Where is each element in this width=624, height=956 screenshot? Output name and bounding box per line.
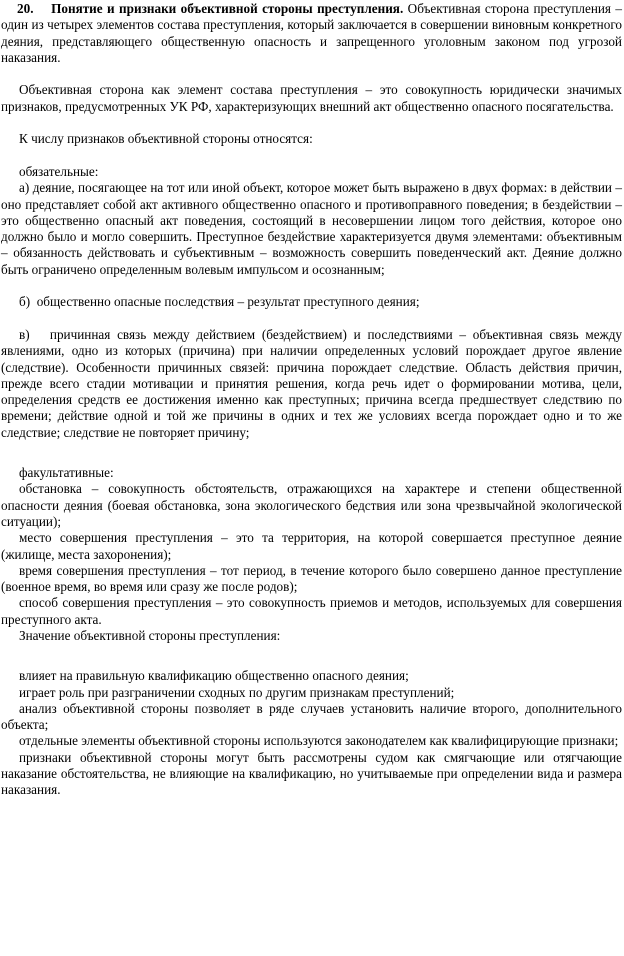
spacer: [1, 311, 622, 327]
features-intro: К числу признаков объективной стороны относятся:: [19, 131, 313, 147]
optional-item-method: способ совершения преступления – это совокупность приемов и методов, используемых для совершения преступного акта.: [1, 595, 622, 627]
spacer: [1, 66, 622, 82]
significance-item: играет роль при разграничении сходных по другим признакам преступлений;: [19, 684, 455, 700]
significance-item: влияет на правильную квалификацию общественно опасного деяния;: [19, 668, 409, 684]
optional-item-setting: обстановка – совокупность обстоятельств, отражающихся на характере и степени общественной опасности деяния (боевая обстановка, зона экологического бедствия или зона чрезвычайной экологической ситуации);: [1, 481, 622, 529]
spacer: [1, 148, 622, 164]
optional-item-time: время совершения преступления – тот период, в течение которого было совершено данное преступление (военное время, во время или сразу же после родов);: [1, 562, 622, 595]
spacer: [1, 278, 622, 294]
document-page: [1, 1, 622, 799]
mandatory-item-c: в) причинная связь между действием (бездействием) и последствиями – объективная связь между явлениями, одно из которых (причина) при наличии определенных условий порождает другое явление (следствие). Особенности причинных связей: причина порождает следствие. Область действия причин, прежде всего стадии мотивации и принятия решения, когда речь идет о формировании мотива, цели, определения средств ее достижения именно как преступных; причина всегда предшествует следствию по времени; действие одной и той же причины в одних и тех же условиях всегда порождает одно и то же следствие; следствие не повторяет причину;: [1, 326, 622, 440]
definition-paragraph: Объективная сторона как элемент состава преступления – это совокупность юридически значимых признаков, предусмотренных УК РФ, характеризующих внешний акт общественно опасного посягательства.: [1, 82, 622, 114]
intro-text: Объективная сторона преступления – один из четырех элементов состава преступления, который заключается в совершении виновным конкретного деяния, представляющего общественную опасность и запрещенного уголовным законом под угрозой наказания.: [1, 1, 623, 65]
spacer: [1, 644, 622, 668]
optional-item-place: место совершения преступления – это та территория, на которой совершается преступное деяние (жилище, места захоронения);: [1, 530, 622, 562]
section-heading: 20. Понятие и признаки объективной стороны преступления.: [17, 1, 404, 16]
intro-paragraph: [1, 1, 622, 66]
mandatory-item-b: б) общественно опасные последствия – результат преступного деяния;: [19, 294, 420, 310]
significance-label: Значение объективной стороны преступления:: [19, 627, 281, 643]
significance-item: отдельные элементы объективной стороны используются законодателем как квалифицирующие признаки;: [19, 733, 619, 749]
spacer: [1, 115, 622, 131]
optional-label: факультативные:: [19, 465, 114, 481]
mandatory-item-a: а) деяние, посягающее на тот или иной объект, которое может быть выражено в двух формах: в действии – оно представляет собой акт активного общественно опасного и противоправного поведения; в бездействии – это общественно опасный акт поведения, состоящий в несовершении лицом того действия, которое оно должно было и могло совершить. Преступное бездействие характеризуется двумя элементами: объективным – обязанность действовать и субъективным – возможность совершить поведенческий акт. Деяние должно быть ограничено определенным волевым импульсом и осознанным;: [1, 180, 622, 277]
significance-item: признаки объективной стороны могут быть рассмотрены судом как смягчающие или отягчающие наказание обстоятельства, не влияющие на квалификацию, но учитываемые при определении вида и размера наказания.: [1, 749, 622, 798]
spacer: [1, 441, 622, 465]
significance-item: анализ объективной стороны позволяет в ряде случаев установить наличие второго, дополнительного объекта;: [1, 700, 622, 733]
mandatory-label: обязательные:: [19, 163, 99, 179]
